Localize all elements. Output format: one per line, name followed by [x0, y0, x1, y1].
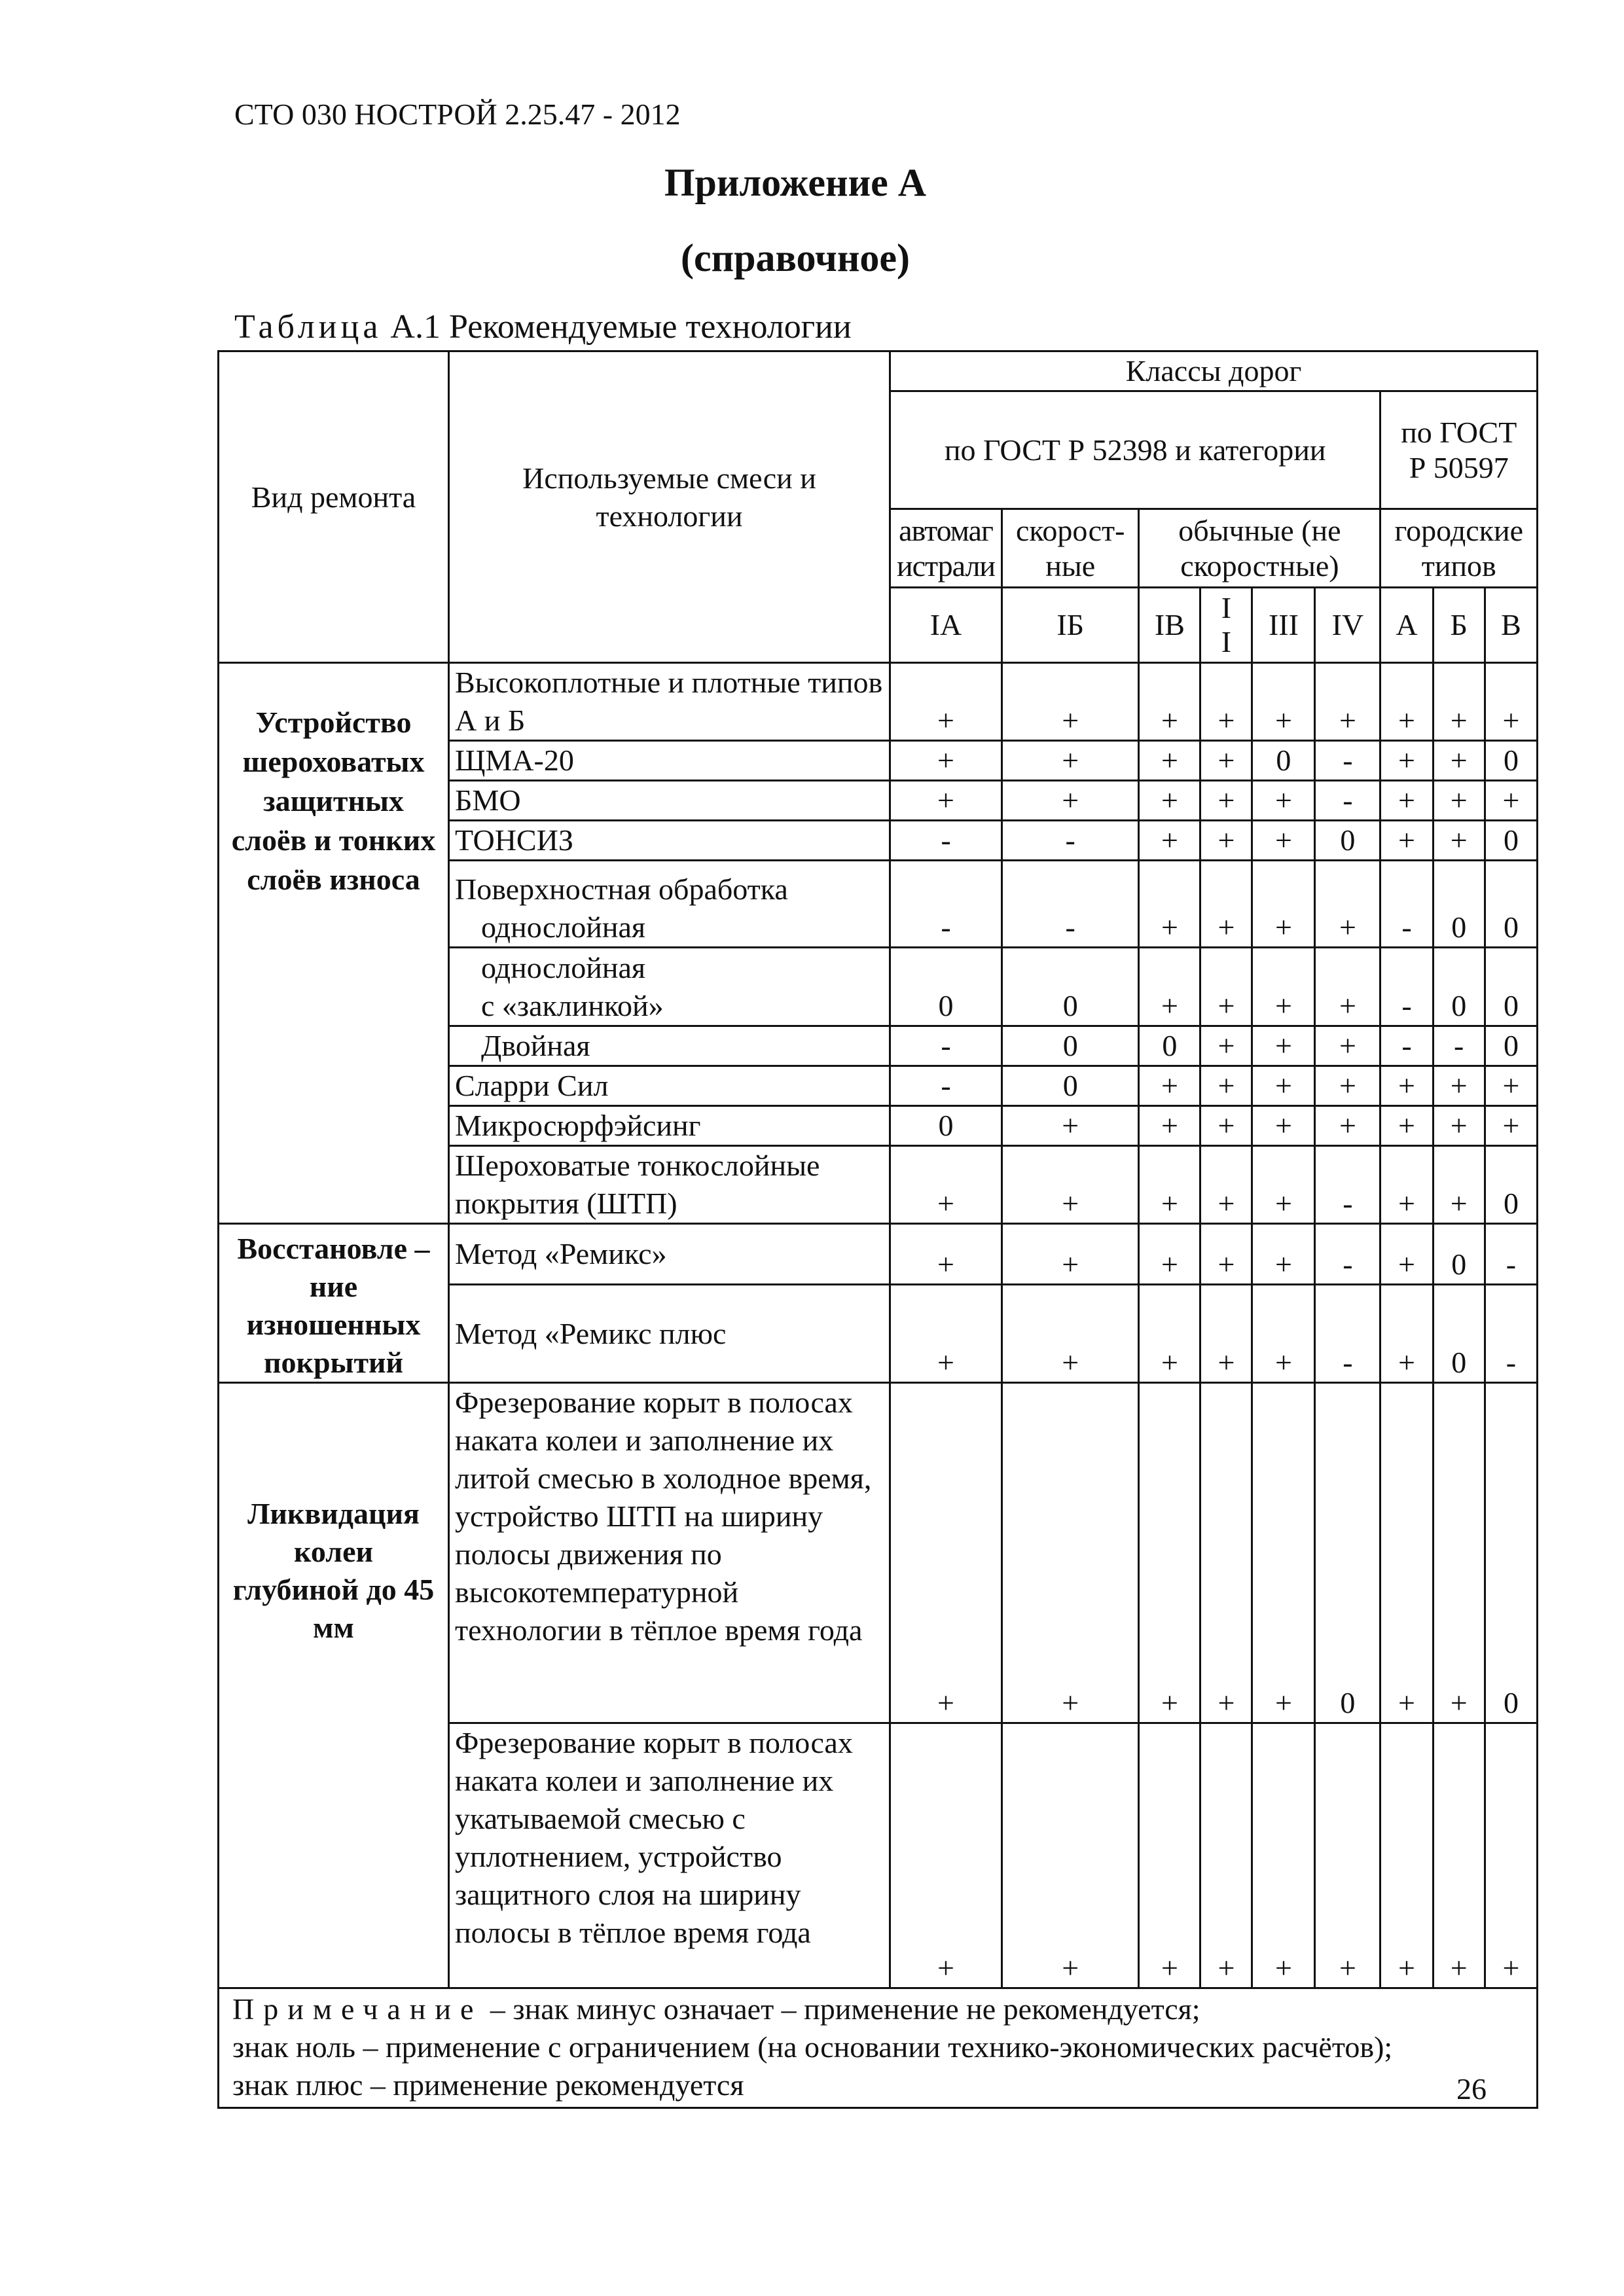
value-cell: 0: [1315, 1383, 1380, 1723]
group-restoration: Восстановле – ние изношенных покрытий: [219, 1224, 449, 1383]
value-cell: +: [1002, 1146, 1139, 1224]
value-cell: 0: [1485, 1383, 1537, 1723]
value-cell: +: [890, 663, 1002, 741]
value-cell: +: [1139, 663, 1200, 741]
value-cell: -: [1315, 1285, 1380, 1383]
value-cell: +: [890, 1723, 1002, 1988]
value-cell: +: [1002, 663, 1139, 741]
row-name: ТОНСИЗ: [449, 821, 890, 861]
value-cell: +: [890, 1285, 1002, 1383]
value-cell: +: [1139, 1146, 1200, 1224]
value-cell: -: [1002, 821, 1139, 861]
value-cell: +: [1139, 1285, 1200, 1383]
value-cell: +: [1485, 663, 1537, 741]
value-cell: +: [890, 1146, 1002, 1224]
value-cell: +: [1200, 1224, 1252, 1285]
value-cell: +: [1200, 1146, 1252, 1224]
note-label: Примечание: [232, 1992, 483, 2026]
value-cell: -: [1380, 1026, 1433, 1066]
value-cell: +: [1002, 1224, 1139, 1285]
value-cell: +: [1315, 861, 1380, 948]
value-cell: -: [890, 861, 1002, 948]
value-cell: +: [890, 741, 1002, 781]
value-cell: +: [1200, 1383, 1252, 1723]
value-cell: +: [1433, 781, 1485, 821]
value-cell: 0: [1485, 861, 1537, 948]
row-name: БМО: [449, 781, 890, 821]
value-cell: +: [1139, 781, 1200, 821]
value-cell: +: [1252, 1026, 1315, 1066]
row-name-subline: с «заклинкой»: [481, 989, 664, 1022]
value-cell: +: [1485, 1066, 1537, 1106]
value-cell: -: [1002, 861, 1139, 948]
value-cell: +: [1252, 1383, 1315, 1723]
value-cell: +: [1380, 741, 1433, 781]
row-name: ЩМА-20: [449, 741, 890, 781]
value-cell: +: [1380, 821, 1433, 861]
value-cell: +: [1002, 1285, 1139, 1383]
header-row-classes: [219, 351, 1538, 391]
value-cell: 0: [1485, 948, 1537, 1026]
value-cell: -: [1380, 948, 1433, 1026]
value-cell: +: [1315, 1106, 1380, 1146]
value-cell: 0: [1433, 1285, 1485, 1383]
value-cell: +: [1252, 663, 1315, 741]
code-cell: I I: [1200, 588, 1252, 663]
value-cell: +: [1485, 781, 1537, 821]
value-cell: +: [1002, 1723, 1139, 1988]
value-cell: +: [1485, 1723, 1537, 1988]
value-cell: +: [1200, 821, 1252, 861]
value-cell: 0: [1433, 948, 1485, 1026]
value-cell: +: [890, 1383, 1002, 1723]
header-category-urban: городские типов: [1380, 509, 1538, 588]
value-cell: +: [890, 781, 1002, 821]
value-cell: 0: [1433, 861, 1485, 948]
code-cell: IA: [890, 588, 1002, 663]
technology-table-wrapper: [217, 350, 1538, 2109]
value-cell: 0: [1002, 1066, 1139, 1106]
note-text-1: – знак минус означает – применение не рекомендуется;: [490, 1992, 1200, 2026]
value-cell: 0: [890, 948, 1002, 1026]
row-name: Двойная: [449, 1026, 890, 1066]
header-road-classes: Классы дорог: [890, 351, 1538, 391]
value-cell: +: [1315, 1066, 1380, 1106]
value-cell: +: [1433, 1066, 1485, 1106]
table-caption: [234, 308, 852, 346]
value-cell: +: [1139, 948, 1200, 1026]
row-name: [449, 861, 890, 948]
value-cell: 0: [1485, 741, 1537, 781]
value-cell: -: [1485, 1224, 1537, 1285]
value-cell: -: [890, 821, 1002, 861]
value-cell: 0: [1433, 1224, 1485, 1285]
appendix-title: Приложение А: [664, 161, 927, 204]
value-cell: +: [1315, 1026, 1380, 1066]
value-cell: +: [1002, 1106, 1139, 1146]
value-cell: +: [1433, 1723, 1485, 1988]
header-repair-type: Вид ремонта: [219, 351, 449, 663]
value-cell: 0: [1252, 741, 1315, 781]
value-cell: +: [1315, 948, 1380, 1026]
value-cell: +: [1252, 1285, 1315, 1383]
value-cell: +: [1139, 1066, 1200, 1106]
row-name: Сларри Сил: [449, 1066, 890, 1106]
value-cell: +: [1380, 781, 1433, 821]
value-cell: +: [1200, 948, 1252, 1026]
value-cell: +: [1252, 821, 1315, 861]
row-name: Фрезерование корыт в полосах наката колеи и заполнение их укатываемой смесью с уплотнением, устройство защитного слоя на ширину полосы в тёплое время года: [449, 1723, 890, 1988]
code-cell: В: [1485, 588, 1537, 663]
value-cell: +: [1380, 1723, 1433, 1988]
note-line-1: [232, 1990, 1523, 2028]
table-row: [219, 1224, 1538, 1285]
value-cell: 0: [1485, 1026, 1537, 1066]
value-cell: +: [1002, 1383, 1139, 1723]
value-cell: +: [1433, 821, 1485, 861]
header-category-highspeed: скорост-ные: [1002, 509, 1139, 588]
value-cell: -: [1315, 1146, 1380, 1224]
value-cell: +: [1252, 781, 1315, 821]
value-cell: +: [1485, 1106, 1537, 1146]
value-cell: +: [1139, 1383, 1200, 1723]
value-cell: +: [1002, 781, 1139, 821]
value-cell: +: [1139, 741, 1200, 781]
table-caption-text: А.1 Рекомендуемые технологии: [390, 308, 852, 346]
header-gost-50597: по ГОСТ Р 50597: [1380, 391, 1538, 509]
table-row: [219, 1383, 1538, 1723]
header-category-ordinary: обычные (не скоростные): [1139, 509, 1380, 588]
value-cell: -: [890, 1066, 1002, 1106]
row-name: [449, 948, 890, 1026]
value-cell: +: [1380, 1224, 1433, 1285]
code-cell: Б: [1433, 588, 1485, 663]
note-line-2: знак ноль – применение с ограничением (на основании технико-экономических расчётов);: [232, 2030, 1393, 2064]
header-technologies: Используемые смеси и технологии: [449, 351, 890, 663]
row-name: Микросюрфэйсинг: [449, 1106, 890, 1146]
group-rough-layers: Устройство шероховатых защитных слоёв и тонких слоёв износа: [219, 663, 449, 1224]
value-cell: +: [1200, 1285, 1252, 1383]
value-cell: +: [1380, 1066, 1433, 1106]
value-cell: 0: [1002, 948, 1139, 1026]
value-cell: +: [1433, 1146, 1485, 1224]
value-cell: +: [1315, 663, 1380, 741]
value-cell: +: [1200, 663, 1252, 741]
value-cell: +: [1252, 861, 1315, 948]
header-gost-52398: по ГОСТ Р 52398 и категории: [890, 391, 1380, 509]
value-cell: 0: [1485, 821, 1537, 861]
page-number: 26: [1456, 2072, 1487, 2106]
value-cell: +: [1433, 663, 1485, 741]
row-name: Фрезерование корыт в полосах наката колеи и заполнение их литой смесью в холодное время, устройство ШТП на ширину полосы движения по высокотемпературной технологии в тёплое время года: [449, 1383, 890, 1723]
value-cell: -: [1380, 861, 1433, 948]
value-cell: -: [1315, 741, 1380, 781]
value-cell: -: [1315, 781, 1380, 821]
value-cell: +: [1380, 663, 1433, 741]
value-cell: +: [1200, 1026, 1252, 1066]
row-name: Метод «Ремикс»: [449, 1224, 890, 1285]
value-cell: +: [1380, 1146, 1433, 1224]
value-cell: +: [1433, 1106, 1485, 1146]
value-cell: +: [1139, 861, 1200, 948]
value-cell: +: [1433, 741, 1485, 781]
value-cell: +: [1380, 1285, 1433, 1383]
value-cell: +: [1200, 781, 1252, 821]
value-cell: +: [1252, 1146, 1315, 1224]
value-cell: +: [1200, 741, 1252, 781]
code-cell: IБ: [1002, 588, 1139, 663]
value-cell: +: [1252, 948, 1315, 1026]
appendix-subtitle: (справочное): [680, 236, 910, 279]
value-cell: 0: [890, 1106, 1002, 1146]
value-cell: -: [1485, 1285, 1537, 1383]
value-cell: +: [1252, 1066, 1315, 1106]
value-cell: -: [1433, 1026, 1485, 1066]
row-name: Высокоплотные и плотные типов А и Б: [449, 663, 890, 741]
note-line-3: знак плюс – применение рекомендуется: [232, 2068, 744, 2102]
value-cell: +: [1380, 1383, 1433, 1723]
code-cell: III: [1252, 588, 1315, 663]
value-cell: +: [1139, 1106, 1200, 1146]
value-cell: 0: [1002, 1026, 1139, 1066]
value-cell: 0: [1139, 1026, 1200, 1066]
code-cell: А: [1380, 588, 1433, 663]
value-cell: 0: [1315, 821, 1380, 861]
value-cell: +: [1002, 741, 1139, 781]
value-cell: +: [1433, 1383, 1485, 1723]
group-rut-elimination: Ликвидация колеи глубиной до 45 мм: [219, 1383, 449, 1988]
row-name-subline: однослойная: [481, 910, 646, 944]
table-note: [219, 1988, 1538, 2108]
value-cell: +: [1200, 1066, 1252, 1106]
note-row: [219, 1988, 1538, 2108]
value-cell: +: [1139, 1723, 1200, 1988]
header-category-highway: автомагистрали: [890, 509, 1002, 588]
code-cell: IV: [1315, 588, 1380, 663]
value-cell: +: [1200, 861, 1252, 948]
table-caption-label: Таблица: [234, 308, 382, 346]
value-cell: +: [890, 1224, 1002, 1285]
table-row: [219, 663, 1538, 741]
code-cell: IB: [1139, 588, 1200, 663]
value-cell: 0: [1485, 1146, 1537, 1224]
value-cell: +: [1200, 1723, 1252, 1988]
row-name: Метод «Ремикс плюс: [449, 1285, 890, 1383]
value-cell: +: [1252, 1224, 1315, 1285]
row-name-line: Поверхностная обработка: [455, 872, 788, 906]
value-cell: +: [1139, 821, 1200, 861]
value-cell: +: [1252, 1106, 1315, 1146]
document-code: СТО 030 НОСТРОЙ 2.25.47 - 2012: [234, 98, 681, 131]
value-cell: -: [1315, 1224, 1380, 1285]
technology-table: [217, 350, 1538, 2109]
value-cell: +: [1252, 1723, 1315, 1988]
value-cell: +: [1315, 1723, 1380, 1988]
value-cell: +: [1200, 1106, 1252, 1146]
value-cell: +: [1139, 1224, 1200, 1285]
row-name-line: однослойная: [481, 951, 646, 984]
value-cell: -: [890, 1026, 1002, 1066]
row-name: Шероховатые тонкослойные покрытия (ШТП): [449, 1146, 890, 1224]
value-cell: +: [1380, 1106, 1433, 1146]
